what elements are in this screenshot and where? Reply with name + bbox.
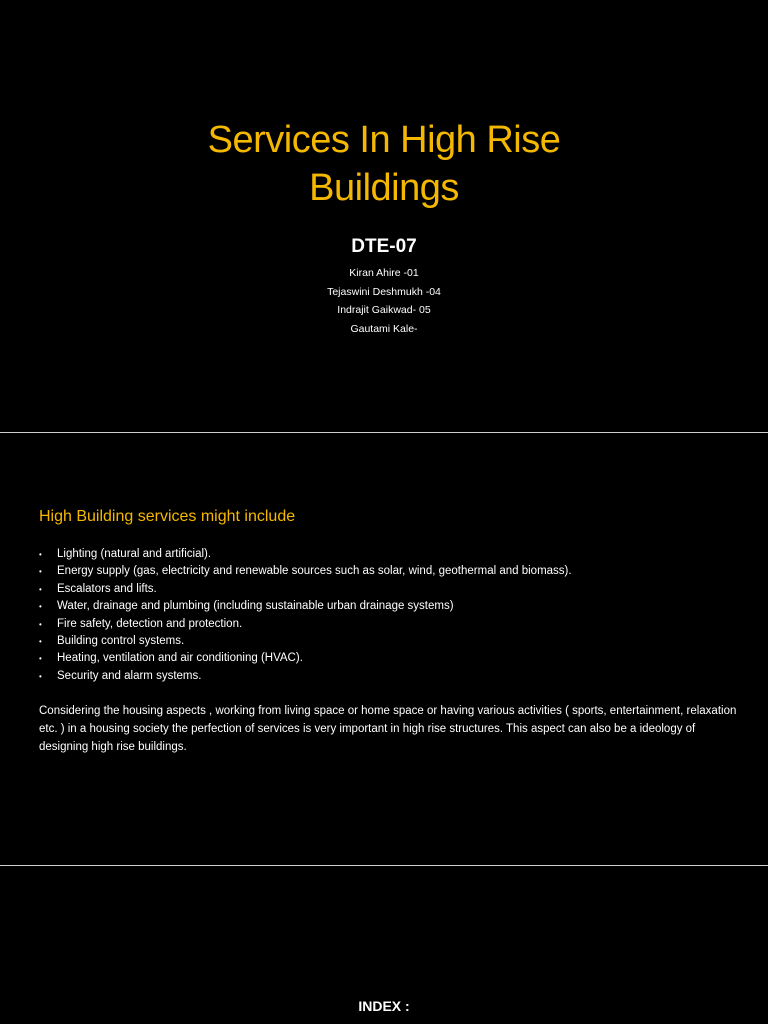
bullet-icon: • (39, 619, 42, 629)
author-item: Kiran Ahire -01 (349, 267, 419, 279)
author-item: Indrajit Gaikwad- 05 (337, 304, 431, 317)
services-heading: High Building services might include (39, 508, 296, 525)
bullet-icon: • (39, 550, 42, 559)
list-item-text: Water, drainage and plumbing (including sustainable urban drainage systems) (57, 600, 454, 613)
slide-title-line-1: Services In High Rise (207, 119, 561, 161)
slide-divider (0, 432, 768, 433)
services-slide (0, 434, 768, 864)
bullet-icon: • (39, 671, 42, 681)
index-title: INDEX : (358, 998, 410, 1014)
list-item-text: Escalators and lifts. (57, 582, 157, 595)
slide-divider (0, 865, 768, 866)
list-item-text: Fire safety, detection and protection. (57, 617, 243, 630)
title-slide (0, 0, 768, 432)
list-item (39, 581, 739, 598)
slide-title-line-2: Buildings (309, 167, 459, 209)
list-item-text: Building control systems. (57, 635, 185, 648)
bullet-icon: • (39, 637, 42, 647)
author-list (0, 264, 768, 338)
bullet-icon: • (39, 602, 42, 612)
list-item (39, 633, 739, 650)
list-item-text: Lighting (natural and artificial). (57, 548, 212, 560)
list-item (39, 563, 739, 580)
bullet-icon: • (39, 584, 42, 594)
slide-title (0, 116, 768, 212)
list-item-text: Security and alarm systems. (57, 669, 202, 682)
list-item-text: Energy supply (gas, electricity and renewable sources such as solar, wind, geothermal and biomass). (57, 565, 572, 578)
list-item (39, 650, 739, 667)
index-slide (0, 867, 768, 1024)
list-item (39, 668, 739, 685)
author-item: Tejaswini Deshmukh -04 (327, 285, 441, 298)
bullet-icon: • (39, 567, 42, 577)
author-item: Gautami Kale- (350, 322, 418, 335)
list-item (39, 598, 739, 615)
list-item (39, 616, 739, 633)
list-item (39, 546, 739, 563)
services-bullet-list (39, 546, 739, 685)
group-code: DTE-07 (351, 236, 417, 257)
bullet-icon: • (39, 654, 42, 664)
services-paragraph: Considering the housing aspects , working from living space or home space or having various activities ( sports, entertainment, relaxation etc. ) in a housing society the perfection of services is very important in high rise structures. This aspect can also be a ideology of designing high rise buildings. (39, 705, 737, 753)
list-item-text: Heating, ventilation and air conditioning (HVAC). (57, 652, 303, 665)
